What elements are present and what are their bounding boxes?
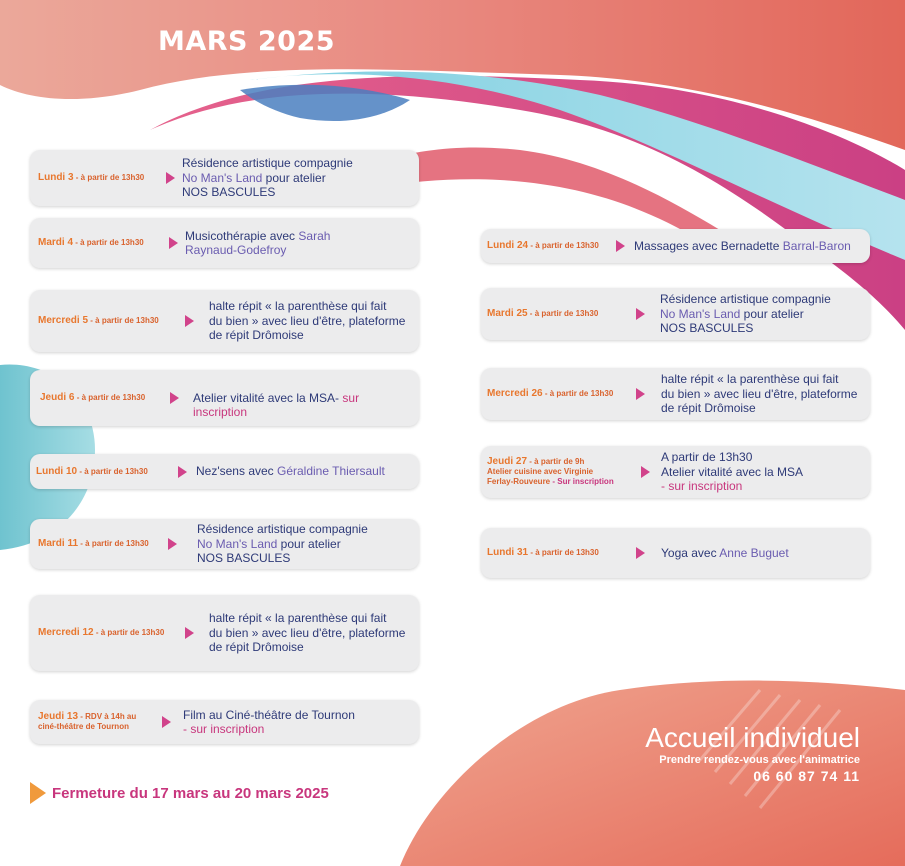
description-text: de répit Drômoise bbox=[209, 640, 304, 655]
description-text: du bien » avec lieu d'être, plateforme bbox=[209, 625, 406, 640]
pink-arrow-icon bbox=[636, 388, 645, 400]
pink-arrow-icon bbox=[178, 466, 187, 478]
event-time: - à partir de 13h30 bbox=[73, 238, 144, 247]
description-line bbox=[197, 522, 413, 537]
event-description bbox=[660, 292, 864, 336]
description-line bbox=[661, 387, 864, 402]
pink-arrow-icon bbox=[616, 240, 625, 252]
pink-arrow-icon bbox=[162, 716, 171, 728]
description-text: No Man's Land bbox=[660, 306, 741, 321]
description-text: Barral-Baron bbox=[782, 238, 851, 253]
event-date bbox=[38, 173, 144, 183]
event-day: Lundi 31 bbox=[487, 547, 529, 558]
description-text: Anne Buguet bbox=[719, 545, 789, 560]
pink-arrow-icon bbox=[636, 547, 645, 559]
description-text: NOS BASCULES bbox=[660, 321, 754, 336]
event-day: Mercredi 5 bbox=[38, 315, 89, 326]
description-line bbox=[660, 307, 864, 322]
description-line bbox=[182, 156, 413, 171]
event-date bbox=[38, 316, 159, 326]
description-line bbox=[209, 314, 413, 329]
event-time: - à partir de 13h30 bbox=[78, 539, 149, 548]
event-date bbox=[38, 539, 149, 549]
event-day: Mercredi 26 bbox=[487, 388, 543, 399]
description-line bbox=[182, 171, 413, 186]
description-line bbox=[209, 611, 413, 626]
event-date bbox=[38, 628, 164, 638]
description-text: Résidence artistique compagnie bbox=[197, 522, 368, 537]
description-text: pour atelier bbox=[740, 306, 804, 321]
event-day: Mardi 25 bbox=[487, 308, 528, 319]
event-description bbox=[634, 239, 864, 254]
description-line bbox=[660, 321, 864, 336]
description-line bbox=[209, 328, 413, 343]
event-description bbox=[193, 391, 413, 420]
event-time: - à partir de 9h bbox=[527, 457, 585, 466]
event-description bbox=[182, 156, 413, 200]
event-description bbox=[209, 611, 413, 655]
description-line bbox=[183, 708, 413, 723]
pink-arrow-icon bbox=[168, 538, 177, 550]
event-day: Lundi 24 bbox=[487, 240, 529, 251]
description-text: Sarah bbox=[298, 228, 331, 243]
description-text: NOS BASCULES bbox=[182, 185, 276, 200]
description-text: A partir de 13h30 bbox=[661, 450, 753, 465]
event-time: - à partir de 13h30 bbox=[73, 173, 145, 182]
event-registration: - Sur inscription bbox=[550, 477, 614, 486]
closure-notice: Fermeture du 17 mars au 20 mars 2025 bbox=[52, 785, 329, 802]
event-description bbox=[185, 229, 413, 258]
description-text: de répit Drômoise bbox=[661, 401, 756, 416]
description-line bbox=[185, 243, 413, 258]
event-time: - à partir de 13h30 bbox=[528, 548, 599, 557]
description-text: Massages avec Bernadette bbox=[634, 238, 783, 253]
pink-arrow-icon bbox=[170, 392, 179, 404]
event-day: Jeudi 6 bbox=[40, 392, 75, 403]
event-day: Lundi 10 bbox=[36, 465, 78, 477]
pink-arrow-icon bbox=[185, 315, 194, 327]
description-text: No Man's Land bbox=[182, 170, 263, 185]
event-day: Jeudi 27 bbox=[487, 456, 528, 467]
description-line bbox=[193, 391, 413, 420]
event-description bbox=[209, 299, 413, 343]
event-description bbox=[661, 546, 864, 561]
event-day: Lundi 3 bbox=[38, 172, 74, 183]
event-time: - RDV à 14h au bbox=[78, 712, 137, 721]
description-line bbox=[634, 239, 864, 254]
description-line bbox=[661, 479, 864, 494]
description-line bbox=[661, 372, 864, 387]
description-text: Résidence artistique compagnie bbox=[660, 292, 831, 307]
description-text: Raynaud-Godefroy bbox=[185, 243, 287, 257]
description-text: Atelier vitalité avec la MSA- bbox=[193, 390, 343, 405]
description-line bbox=[209, 640, 413, 655]
accueil-subtitle: Prendre rendez-vous avec l'animatrice bbox=[659, 754, 860, 766]
event-day: Mardi 11 bbox=[38, 538, 79, 549]
event-time-detail: Atelier cuisine avec Virginie bbox=[487, 467, 594, 476]
closure-arrow-icon bbox=[30, 782, 46, 804]
description-line bbox=[182, 185, 413, 200]
description-line bbox=[197, 537, 413, 552]
description-text: Atelier vitalité avec la MSA bbox=[661, 464, 804, 479]
event-date bbox=[40, 393, 145, 403]
description-text: du bien » avec lieu d'être, plateforme bbox=[209, 313, 406, 328]
event-time: - à partir de 13h30 bbox=[527, 309, 599, 318]
description-text: pour atelier bbox=[262, 170, 326, 185]
pink-arrow-icon bbox=[185, 627, 194, 639]
event-day: Jeudi 13 bbox=[38, 711, 79, 722]
description-text: NOS BASCULES bbox=[197, 551, 291, 566]
pink-arrow-icon bbox=[166, 172, 175, 184]
description-line bbox=[209, 299, 413, 314]
description-text: pour atelier bbox=[277, 536, 341, 551]
pink-arrow-icon bbox=[169, 237, 178, 249]
description-text: Géraldine Thiersault bbox=[277, 464, 385, 479]
description-line bbox=[183, 722, 413, 737]
event-description bbox=[183, 708, 413, 737]
description-line bbox=[197, 551, 413, 566]
accueil-title: Accueil individuel bbox=[645, 722, 860, 753]
description-line bbox=[209, 626, 413, 641]
description-text: - sur inscription bbox=[183, 722, 265, 736]
description-text: du bien » avec lieu d'être, plateforme bbox=[661, 386, 858, 401]
event-date bbox=[38, 238, 144, 248]
description-text: - sur inscription bbox=[661, 479, 743, 494]
description-text: sur inscription bbox=[193, 390, 360, 420]
page-title: MARS 2025 bbox=[158, 26, 336, 57]
event-date bbox=[487, 389, 613, 399]
pink-arrow-icon bbox=[641, 466, 650, 478]
accueil-phone[interactable]: 06 60 87 74 11 bbox=[753, 768, 860, 784]
event-description bbox=[197, 522, 413, 566]
event-date bbox=[487, 309, 598, 319]
event-time: - à partir de 13h30 bbox=[77, 466, 148, 476]
event-description bbox=[196, 464, 413, 479]
event-description bbox=[661, 372, 864, 416]
description-line bbox=[196, 464, 413, 479]
description-text: Nez'sens avec bbox=[196, 464, 277, 479]
event-time-detail: ciné-théâtre de Tournon bbox=[38, 722, 129, 731]
description-line bbox=[661, 450, 864, 465]
event-day: Mercredi 12 bbox=[38, 627, 94, 638]
pink-arrow-icon bbox=[636, 308, 645, 320]
description-text: No Man's Land bbox=[197, 536, 278, 551]
description-text: Résidence artistique compagnie bbox=[182, 156, 353, 171]
description-line bbox=[661, 401, 864, 416]
event-time: - à partir de 13h30 bbox=[528, 241, 599, 250]
description-line bbox=[185, 229, 413, 244]
event-description bbox=[661, 450, 864, 494]
event-date bbox=[487, 457, 614, 487]
description-text: halte répit « la parenthèse qui fait bbox=[661, 372, 839, 387]
event-time: - à partir de 13h30 bbox=[93, 628, 165, 637]
event-time-detail: Ferlay-Rouveure bbox=[487, 477, 551, 486]
description-text: de répit Drômoise bbox=[209, 328, 304, 343]
event-time: - à partir de 13h30 bbox=[74, 393, 146, 402]
description-line bbox=[661, 465, 864, 480]
event-time: - à partir de 13h30 bbox=[542, 389, 614, 398]
description-text: Musicothérapie avec bbox=[185, 228, 299, 243]
description-line bbox=[660, 292, 864, 307]
event-day: Mardi 4 bbox=[38, 237, 74, 248]
description-text: halte répit « la parenthèse qui fait bbox=[209, 611, 387, 626]
description-text: Yoga avec bbox=[661, 545, 720, 560]
event-date bbox=[487, 241, 599, 251]
event-date bbox=[36, 467, 148, 477]
event-date bbox=[38, 712, 136, 732]
description-line bbox=[661, 546, 864, 561]
event-time: - à partir de 13h30 bbox=[88, 316, 159, 325]
description-text: Film au Ciné-théâtre de Tournon bbox=[183, 707, 355, 722]
description-text: halte répit « la parenthèse qui fait bbox=[209, 299, 387, 314]
event-date bbox=[487, 548, 599, 558]
